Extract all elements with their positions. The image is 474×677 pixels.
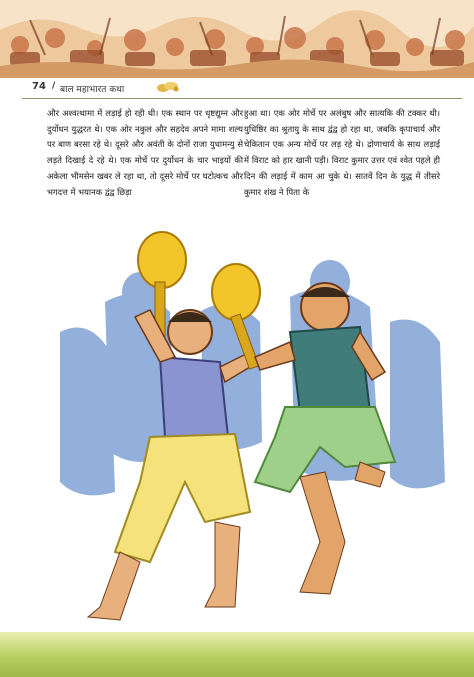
battle-illustration [0,222,474,642]
banner-artwork [0,0,474,78]
right-paragraph: हुआ था। एक ओर मोर्चे पर अलंबुष और सात्यकि की टक्कर थी। युधिष्ठिर का श्रुतायु के साथ द्वंद्व हो रहा था, जबकि कृपाचार्य और चेकितान एक अन्य मोर्चे पर लड़ रहे थे। द्रोणाचार्य के साथ लड़ाई में विराट को हार खानी पड़ी। विराट कुमार उत्तर एवं श्वेत पहले ही दिन की लड़ाई में काम आ चुके थे। सातवें दिन के युद्ध में तीसरे कुमार शंख ने पिता के [244,108,440,197]
bottom-grass-border [0,632,474,677]
left-column [47,106,243,200]
header-divider [22,98,462,99]
page-number: 74 [32,81,46,92]
left-paragraph: और अश्वत्थामा में लड़ाई हो रही थी। एक स्थान पर धृष्टद्युम्न और दुर्योधन युद्धरत थे। एक ओर नकुल और सहदेव अपने मामा शल्य पर बाण बरसा रहे थे। दूसरे और अवंती के दोनों राजा युधामन्यु से लड़ते दिखाई दे रहे थे। एक मोर्चे पर दुर्योधन के चार भाइयों की अकेला भीमसेन खबर ले रहा था, तो दूसरे मोर्चे पर घटोत्कच और भगदत्त में भयानक द्वंद्व छिड़ा [47,108,243,197]
book-title: बाल महाभारत कथा [60,85,125,95]
right-column [244,106,440,200]
leaf-ornament-icon [157,80,179,97]
page-header [22,80,462,96]
top-battle-banner [0,0,474,78]
header-separator: / [52,81,56,91]
